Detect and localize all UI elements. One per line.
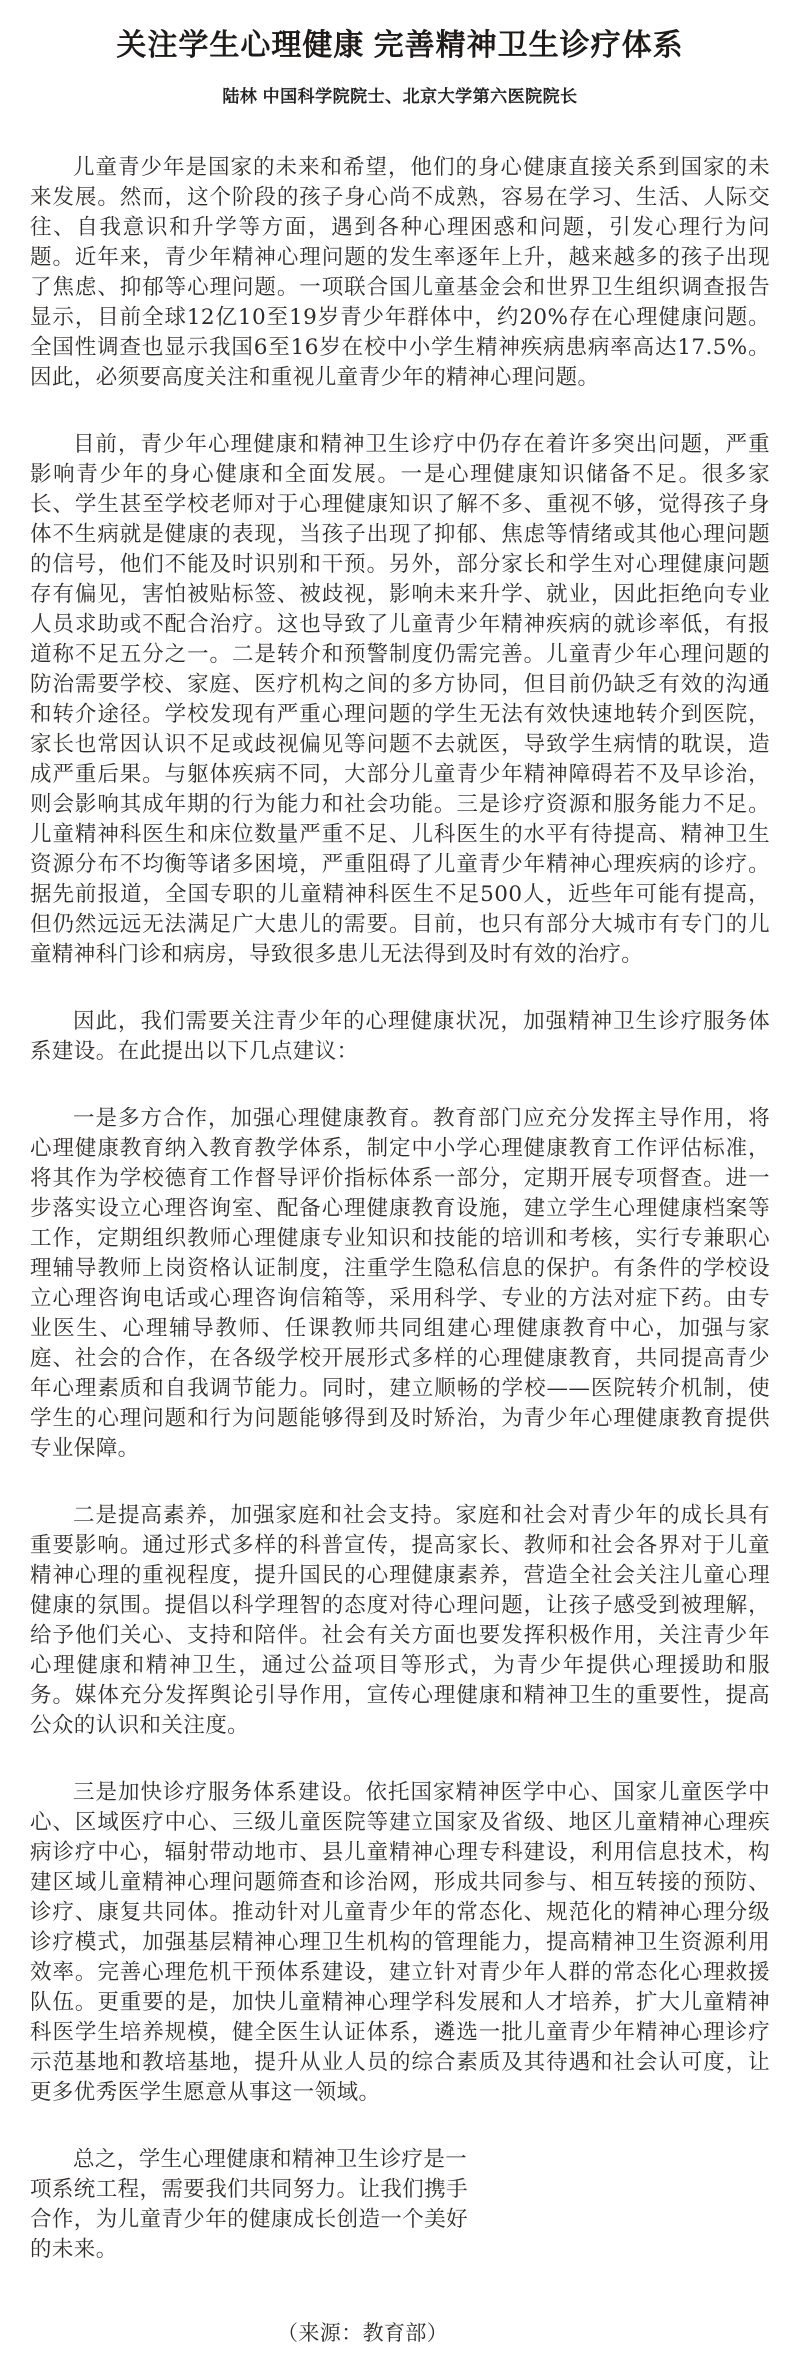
byline: 陆林 中国科学院院士、北京大学第六医院院长 <box>222 87 578 106</box>
article-paragraph: 儿童青少年是国家的未来和希望，他们的身心健康直接关系到国家的未来发展。然而，这个阶段的孩子身心尚不成熟，容易在学习、生活、人际交往、自我意识和升学等方面，遇到各种心理困惑和问题，引发心理行为问题。近年来，青少年精神心理问题的发生率逐年上升，越来越多的孩子出现了焦虑、抑郁等心理问题。一项联合国儿童基金会和世界卫生组织调查报告显示，目前全球12亿10至19岁青少年群体中，约20%存在心理健康问题。全国性调查也显示我国6至16岁在校中小学生精神疾病患病率高达17.5%。因此，必须要高度关注和重视儿童青少年的精神心理问题。 <box>30 155 770 390</box>
page-title: 关注学生心理健康 完善精神卫生诊疗体系 <box>116 29 684 62</box>
article-paragraph: 三是加快诊疗服务体系建设。依托国家精神医学中心、国家儿童医学中心、区域医疗中心、三级儿童医院等建立国家及省级、地区儿童精神心理疾病诊疗中心，辐射带动地市、县儿童精神心理专科建设，利用信息技术，构建区域儿童精神心理问题筛查和诊治网，形成共同参与、相互转接的预防、诊疗、康复共同体。推动针对儿童青少年的常态化、规范化的精神心理分级诊疗模式，加强基层精神心理卫生机构的管理能力，提高精神卫生资源利用效率。完善心理危机干预体系建设，建立针对青少年人群的常态化心理救援队伍。更重要的是，加快儿童精神心理学科发展和人才培养，扩大儿童精神科医学生培养规模，健全医生认证体系，遴选一批儿童青少年精神心理诊疗示范基地和教培基地，提升从业人员的综合素质及其待遇和社会认可度，让更多优秀医学生愿意从事这一领域。 <box>30 1780 770 2105</box>
article-paragraph: 因此，我们需要关注青少年的心理健康状况，加强精神卫生诊疗服务体系建设。在此提出以下几点建议： <box>30 1009 770 1064</box>
article-body <box>30 153 770 2265</box>
article-paragraph-closing: 总之，学生心理健康和精神卫生诊疗是一项系统工程，需要我们共同努力。让我们携手合作，为儿童青少年的健康成长创造一个美好的未来。 <box>30 2147 469 2262</box>
article-paragraph: 目前，青少年心理健康和精神卫生诊疗中仍存在着许多突出问题，严重影响青少年的身心健康和全面发展。一是心理健康知识储备不足。很多家长、学生甚至学校老师对于心理健康知识了解不多、重视不够，觉得孩子身体不生病就是健康的表现，当孩子出现了抑郁、焦虑等情绪或其他心理问题的信号，他们不能及时识别和干预。另外，部分家长和学生对心理健康问题存有偏见，害怕被贴标签、被歧视，影响未来升学、就业，因此拒绝向专业人员求助或不配合治疗。这也导致了儿童青少年精神疾病的就诊率低，有报道称不足五分之一。二是转介和预警制度仍需完善。儿童青少年心理问题的防治需要学校、家庭、医疗机构之间的多方协同，但目前仍缺乏有效的沟通和转介途径。学校发现有严重心理问题的学生无法有效快速地转介到医院，家长也常因认识不足或歧视偏见等问题不去就医，导致学生病情的耽误，造成严重后果。与躯体疾病不同，大部分儿童青少年精神障碍若不及早诊治，则会影响其成年期的行为能力和社会功能。三是诊疗资源和服务能力不足。儿童精神科医生和床位数量严重不足、儿科医生的水平有待提高、精神卫生资源分布不均衡等诸多困境，严重阻碍了儿童青少年精神心理疾病的诊疗。据先前报道，全国专职的儿童精神科医生不足500人，近些年可能有提高，但仍然远远无法满足广大患儿的需要。目前，也只有部分大城市有专门的儿童精神科门诊和病房，导致很多患儿无法得到及时有效的治疗。 <box>30 432 770 967</box>
article-paragraph: 二是提高素养，加强家庭和社会支持。家庭和社会对青少年的成长具有重要影响。通过形式多样的科普宣传，提高家长、教师和社会各界对于儿童精神心理的重视程度，提升国民的心理健康素养，营造全社会关注儿童心理健康的氛围。提倡以科学理智的态度对待心理问题，让孩子感受到被理解，给予他们关心、支持和陪伴。社会有关方面也要发挥积极作用，关注青少年心理健康和精神卫生，通过公益项目等形式，为青少年提供心理援助和服务。媒体充分发挥舆论引导作用，宣传心理健康和精神卫生的重要性，提高公众的认识和关注度。 <box>30 1503 770 1738</box>
article-paragraph: 一是多方合作，加强心理健康教育。教育部门应充分发挥主导作用，将心理健康教育纳入教育教学体系，制定中小学心理健康教育工作评估标准，将其作为学校德育工作督导评价指标体系一部分，定期开展专项督查。进一步落实设立心理咨询室、配备心理健康教育设施，建立学生心理健康档案等工作，定期组织教师心理健康专业知识和技能的培训和考核，实行专兼职心理辅导教师上岗资格认证制度，注重学生隐私信息的保护。有条件的学校设立心理咨询电话或心理咨询信箱等，采用科学、专业的方法对症下药。由专业医生、心理辅导教师、任课教师共同组建心理健康教育中心，加强与家庭、社会的合作，在各级学校开展形式多样的心理健康教育，共同提高青少年心理素质和自我调节能力。同时，建立顺畅的学校——医院转介机制，使学生的心理问题和行为问题能够得到及时矫治，为青少年心理健康教育提供专业保障。 <box>30 1106 770 1461</box>
source-attribution: （来源：教育部） <box>277 2321 449 2345</box>
